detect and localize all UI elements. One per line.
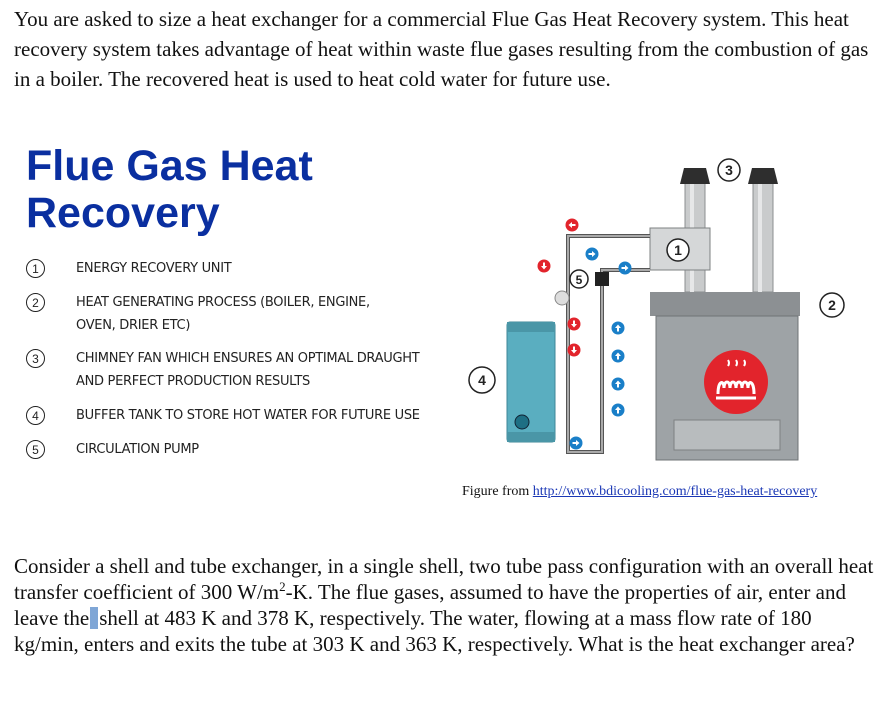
chimney-right (748, 168, 778, 292)
legend-number-4: 4 (26, 406, 45, 425)
question-paragraph (14, 553, 874, 657)
arrow-down-icon (568, 318, 581, 331)
flue-gas-heat-recovery-diagram (452, 152, 862, 472)
arrow-up-icon (612, 350, 625, 363)
circulation-pump (595, 272, 609, 286)
text-cursor (90, 607, 98, 629)
diagram-marker-3-label: 3 (725, 162, 733, 178)
legend-item-3 (26, 347, 446, 393)
arrow-right-icon (586, 248, 599, 261)
intro-paragraph: You are asked to size a heat exchanger for a commercial Flue Gas Heat Recovery system. This heat recovery system takes advantage of heat within waste flue gases resulting from the combustion of gas in a boiler. The recovered heat is used to heat cold water for future use. (14, 7, 869, 91)
question-part1: Consider a shell and tube exchanger, in a single shell, two tube pass configuration with an overall heat transfer coefficient of 300 W/m (14, 554, 874, 604)
legend-text-3: CHIMNEY FAN WHICH ENSURES AN OPTIMAL DRAUGHT AND PERFECT PRODUCTION RESULTS (76, 351, 420, 389)
caption-link[interactable]: http://www.bdicooling.com/flue-gas-heat-recovery (532, 484, 818, 499)
arrow-up-icon (612, 404, 625, 417)
legend-text-1: ENERGY RECOVERY UNIT (76, 261, 232, 276)
diagram-marker-2-label: 2 (828, 297, 836, 313)
figure-title-line1: Flue Gas Heat (26, 142, 313, 190)
arrow-up-icon (612, 378, 625, 391)
valve-icon (555, 291, 569, 305)
figure-caption (462, 484, 817, 500)
legend-item-1 (26, 257, 446, 280)
legend-item-5 (26, 438, 446, 461)
legend-number-3: 3 (26, 349, 45, 368)
legend-text-5: CIRCULATION PUMP (76, 442, 199, 457)
arrow-down-icon (538, 260, 551, 273)
boiler (650, 292, 800, 460)
arrow-right-icon (619, 262, 632, 275)
arrow-down-icon (568, 344, 581, 357)
legend-number-5: 5 (26, 440, 45, 459)
arrow-right-icon (570, 437, 583, 450)
buffer-tank (507, 322, 555, 442)
question-superscript: 2 (279, 579, 286, 594)
water-pipes (568, 236, 650, 452)
diagram-marker-4-label: 4 (478, 372, 486, 388)
caption-prefix: Figure from (462, 484, 533, 499)
figure-title (26, 143, 313, 237)
question-part3: shell at 483 K and 378 K, respectively. The water, flowing at a mass flow rate of 180 kg/min, enters and exits the tube at 303 K and 363 K, respectively. What is the heat exchanger area? (14, 606, 855, 656)
figure-title-line2: Recovery (26, 189, 220, 237)
legend-text-2: HEAT GENERATING PROCESS (BOILER, ENGINE, OVEN, DRIER ETC) (76, 295, 370, 333)
arrow-up-icon (612, 322, 625, 335)
diagram-marker-1-label: 1 (674, 242, 682, 258)
diagram-marker-5-label: 5 (575, 273, 583, 287)
arrow-left-icon (566, 219, 579, 232)
legend-item-2 (26, 291, 426, 337)
legend-text-4: BUFFER TANK TO STORE HOT WATER FOR FUTURE USE (76, 408, 420, 423)
legend-item-4 (26, 404, 446, 427)
legend-number-2: 2 (26, 293, 45, 312)
question-part2: -K. The flue gases, assumed to have the properties of air, enter and leave the (14, 580, 846, 630)
legend-number-1: 1 (26, 259, 45, 278)
